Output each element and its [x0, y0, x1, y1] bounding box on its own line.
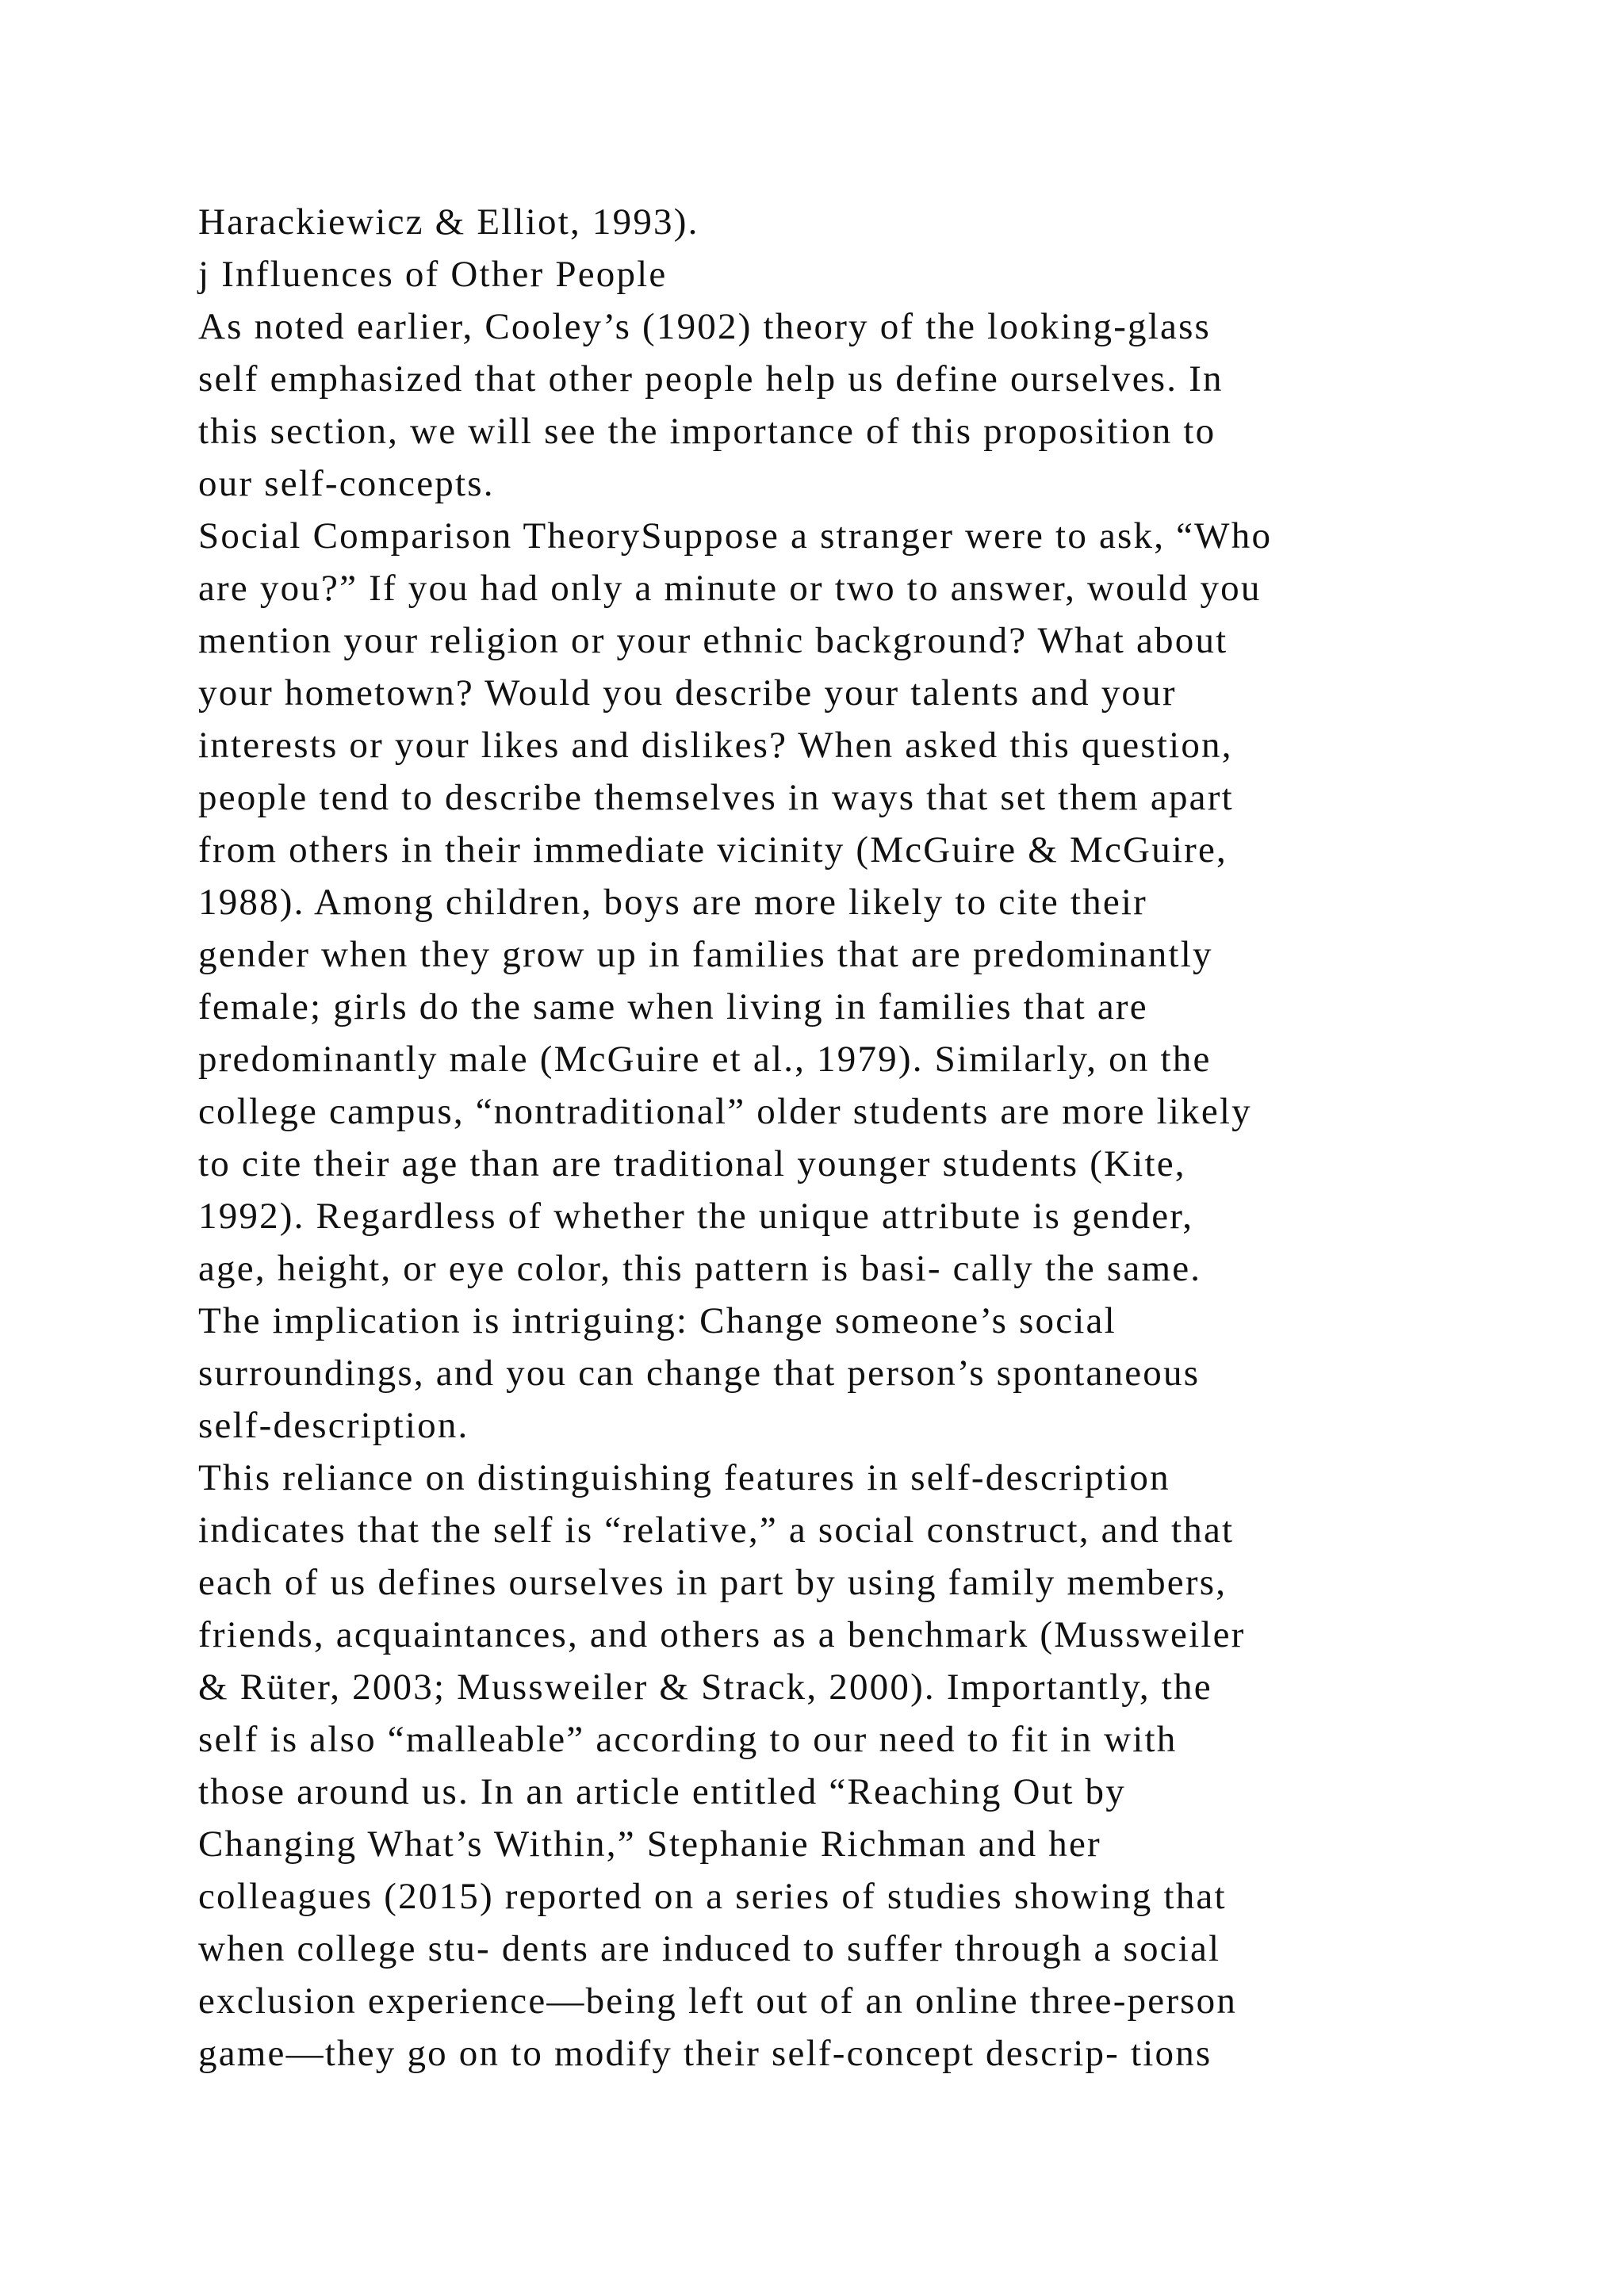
text-line: colleagues (2015) reported on a series of studies showing that	[198, 1876, 1227, 1917]
text-line: female; girls do the same when living in families that are	[198, 986, 1148, 1027]
text-line: interests or your likes and dislikes? When asked this question,	[198, 725, 1233, 766]
text-line: our self-concepts.	[198, 463, 495, 504]
text-line: self-description.	[198, 1405, 469, 1446]
body-text	[198, 196, 1610, 2080]
text-line: when college stu- dents are induced to suffer through a social	[198, 1928, 1221, 1969]
text-line: this section, we will see the importance of this proposition to	[198, 411, 1216, 452]
text-line: self emphasized that other people help us define ourselves. In	[198, 358, 1224, 400]
text-line: 1988). Among children, boys are more likely to cite their	[198, 882, 1147, 923]
text-line: As noted earlier, Cooley’s (1902) theory of the looking-glass	[198, 306, 1212, 347]
text-line: each of us defines ourselves in part by using family members,	[198, 1562, 1228, 1603]
text-line: This reliance on distinguishing features in self-description	[198, 1457, 1170, 1498]
text-line: 1992). Regardless of whether the unique attribute is gender,	[198, 1196, 1194, 1237]
text-line: friends, acquaintances, and others as a benchmark (Mussweiler	[198, 1614, 1246, 1655]
text-line: college campus, “nontraditional” older students are more likely	[198, 1091, 1252, 1132]
text-line: Changing What’s Within,” Stephanie Richman and her	[198, 1823, 1101, 1865]
text-line: self is also “malleable” according to our need to fit in with	[198, 1719, 1178, 1760]
text-line: exclusion experience—being left out of an online three-person	[198, 1980, 1238, 2022]
text-line: mention your religion or your ethnic background? What about	[198, 620, 1228, 661]
text-line: age, height, or eye color, this pattern is basi- cally the same.	[198, 1248, 1202, 1289]
text-line: your hometown? Would you describe your talents and your	[198, 672, 1177, 714]
text-line: those around us. In an article entitled “Reaching Out by	[198, 1771, 1126, 1812]
text-line: The implication is intriguing: Change someone’s social	[198, 1300, 1116, 1341]
text-line: & Rüter, 2003; Mussweiler & Strack, 2000). Importantly, the	[198, 1667, 1212, 1708]
text-line: surroundings, and you can change that person’s spontaneous	[198, 1353, 1201, 1394]
text-line: Harackiewicz & Elliot, 1993).	[198, 201, 699, 243]
text-line: to cite their age than are traditional younger students (Kite,	[198, 1143, 1186, 1184]
text-line: from others in their immediate vicinity (McGuire & McGuire,	[198, 829, 1228, 871]
text-line: game—they go on to modify their self-concept descrip- tions	[198, 2033, 1212, 2074]
text-line: indicates that the self is “relative,” a social construct, and that	[198, 1510, 1235, 1551]
text-line: predominantly male (McGuire et al., 1979). Similarly, on the	[198, 1039, 1212, 1080]
text-line: gender when they grow up in families that are predominantly	[198, 934, 1213, 975]
text-line: people tend to describe themselves in ways that set them apart	[198, 777, 1234, 818]
text-line: are you?” If you had only a minute or two to answer, would you	[198, 568, 1262, 609]
section-heading: j Influences of Other People	[198, 254, 668, 295]
text-line: Social Comparison TheorySuppose a stranger were to ask, “Who	[198, 515, 1273, 557]
